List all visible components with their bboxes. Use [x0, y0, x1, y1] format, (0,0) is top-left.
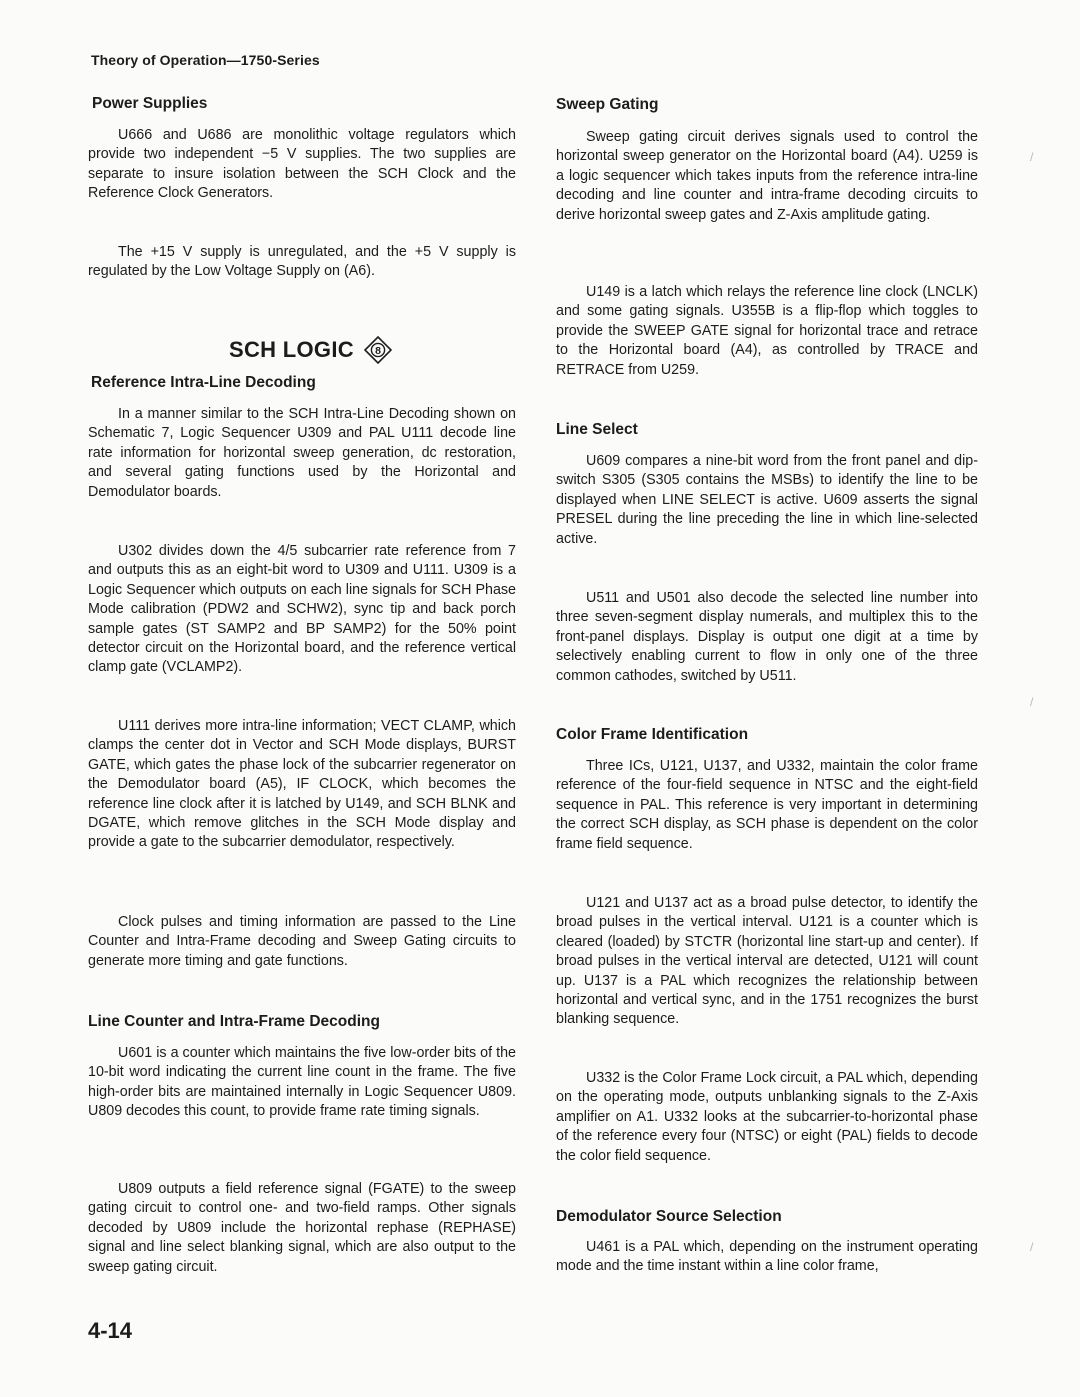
- running-head: Theory of Operation—1750-Series: [91, 52, 320, 68]
- scan-mark: /: [1030, 695, 1034, 709]
- paragraph: U809 outputs a field reference signal (FGATE) to the sweep gating circuit to control one- and two-field ramps. Other signals decoded by U809 include the horizontal rephase (REPHASE) signal and line select blanking signal, which are also output to the sweep gating circuit.: [88, 1181, 516, 1275]
- paragraph: U302 divides down the 4/5 subcarrier rate reference from 7 and outputs this as an eight-bit word to U309 and U111. U309 is a Logic Sequencer which outputs on each line signals for SCH Phase Mode calibration (PDW2 and SCHW2), sync tip and back porch sample gates (ST SAMP2 and BP SAMP2) for the 50% point detector circuit on the Horizontal board, and the reference vertical clamp gate (VCLAMP2).: [88, 543, 516, 676]
- schematic-number: 8: [375, 345, 381, 357]
- paragraph: U511 and U501 also decode the selected line number into three seven-segment display numerals, and multiplex this to the front-panel displays. Display is output one digit at a time by selectively enabling current to flow in only one of the three common cathodes, switched by U511.: [556, 590, 978, 684]
- paragraph: U461 is a PAL which, depending on the instrument operating mode and the time instant within a line color frame,: [556, 1239, 978, 1275]
- heading-reference-intra-line-decoding: Reference Intra-Line Decoding: [91, 374, 316, 391]
- paragraph: U111 derives more intra-line information; VECT CLAMP, which clamps the center dot in Vector and SCH Mode displays, BURST GATE, which gates the phase lock of the subcarrier regenerator on the Demodulator board (A5), IF CLOCK, which becomes the reference line clock after it is latched by U149, and SCH BLNK and DGATE, which remove glitches in the SCH Mode display and provide a gate to the subcarrier demodulator, respectively.: [88, 718, 516, 851]
- paragraph: U149 is a latch which relays the reference line clock (LNCLK) and some gating signals. U355B is a flip-flop which toggles to provide the SWEEP GATE signal for horizontal trace and retrace to the Horizontal board (A4), as controlled by TRACE and RETRACE from U259.: [556, 284, 978, 378]
- paragraph: The +15 V supply is unregulated, and the +5 V supply is regulated by the Low Voltage Supply on (A6).: [88, 244, 516, 280]
- paragraph: Sweep gating circuit derives signals used to control the horizontal sweep generator on the Horizontal board (A4). U259 is a logic sequencer which takes inputs from the reference intra-line decoding and line counter and intra-frame decoding circuits to derive horizontal sweep gates and Z-Axis amplitude gating.: [556, 129, 978, 223]
- heading-demodulator-source-selection: Demodulator Source Selection: [556, 1208, 782, 1225]
- scan-mark: /: [1030, 1240, 1034, 1254]
- paragraph: U121 and U137 act as a broad pulse detector, to identify the broad pulses in the vertical interval. U121 is a counter which is cleared (loaded) by STCTR (horizontal line start-up and center). If broad pulses in the vertical interval are detected, U121 will count up. U137 is a PAL which recognizes the relationship between horizontal and vertical sync, and in the 1751 recognizes the burst blanking sequence.: [556, 895, 978, 1028]
- paragraph: U666 and U686 are monolithic voltage regulators which provide two independent −5 V supplies. The two supplies are separate to insure isolation between the SCH Clock and the Reference Clock Generators.: [88, 127, 516, 202]
- page-number: 4-14: [88, 1318, 133, 1343]
- paragraph: Three ICs, U121, U137, and U332, maintain the color frame reference of the four-field sequence in NTSC and the eight-field sequence in PAL. This reference is very important in determining the correct SCH display, as SCH phase is dependent on the color frame field sequence.: [556, 758, 978, 852]
- section-title-text: SCH LOGIC: [229, 337, 354, 362]
- scan-mark: /: [1030, 150, 1034, 164]
- heading-line-select: Line Select: [556, 421, 638, 438]
- heading-line-counter-intra-frame-decoding: Line Counter and Intra-Frame Decoding: [88, 1013, 380, 1030]
- heading-power-supplies: Power Supplies: [92, 95, 208, 112]
- heading-sweep-gating: Sweep Gating: [556, 96, 659, 113]
- schematic-number-diamond-icon: [364, 336, 392, 364]
- heading-color-frame-identification: Color Frame Identification: [556, 726, 749, 743]
- paragraph: U601 is a counter which maintains the five low-order bits of the 10-bit word indicating the current line count in the frame. The five high-order bits are maintained internally in Logic Sequencer U809. U809 decodes this count, to provide frame rate timing signals.: [88, 1045, 516, 1120]
- paragraph: Clock pulses and timing information are passed to the Line Counter and Intra-Frame decoding and Sweep Gating circuits to generate more timing and gate functions.: [88, 914, 516, 969]
- paragraph: In a manner similar to the SCH Intra-Line Decoding shown on Schematic 7, Logic Sequencer U309 and PAL U111 decode line rate information for horizontal sweep generation, dc restoration, and several gating functions used by the Horizontal and Demodulator boards.: [88, 406, 516, 500]
- paragraph: U609 compares a nine-bit word from the front panel and dip-switch S305 (S305 contains the MSBs) to identify the line to be displayed when LINE SELECT is active. U609 asserts the signal PRESEL during the line preceding the line in which line-selected active.: [556, 453, 978, 547]
- paragraph: U332 is the Color Frame Lock circuit, a PAL which, depending on the operating mode, outputs unblanking signals to the Z-Axis amplifier on A1. U332 looks at the subcarrier-to-horizontal phase of the reference every four (NTSC) or eight (PAL) fields to decode the color field sequence.: [556, 1070, 978, 1164]
